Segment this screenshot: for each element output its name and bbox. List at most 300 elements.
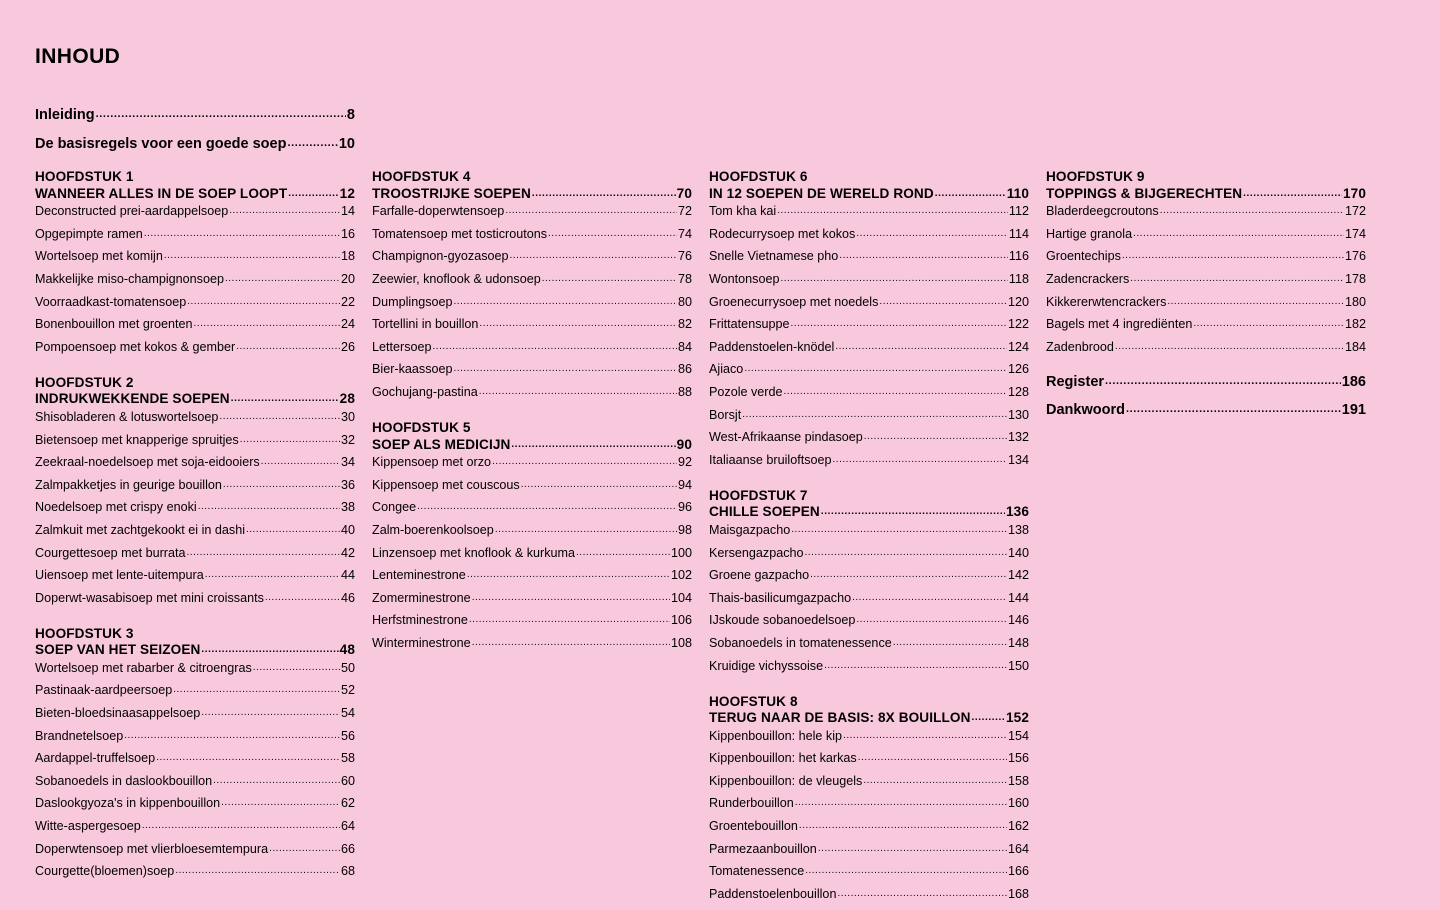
toc-entry[interactable] (372, 501, 692, 514)
toc-entry-label: Tortellini in bouillon (372, 317, 479, 332)
toc-entry[interactable] (709, 775, 1029, 788)
toc-entry[interactable] (372, 386, 692, 399)
toc-entry-page-number: 158 (1007, 773, 1029, 788)
toc-entry-label: Thais-basilicumgazpacho (709, 590, 852, 605)
toc-entry[interactable] (35, 820, 355, 833)
dot-leader (505, 203, 677, 216)
chapter-title-page-number: 28 (339, 391, 355, 407)
toc-entry-page-number: 72 (677, 204, 692, 219)
toc-entry[interactable] (709, 228, 1029, 241)
toc-column-1 (35, 169, 355, 888)
chapter-title-label: TOPPINGS & BIJGERECHTEN (1046, 185, 1243, 201)
toc-entry[interactable] (35, 318, 355, 331)
toc-entry-page-number: 124 (1007, 339, 1029, 354)
dot-leader (164, 248, 340, 261)
toc-entry[interactable] (372, 524, 692, 537)
toc-entry-label: Paddenstoelenbouillon (709, 886, 837, 901)
dot-leader (1126, 401, 1341, 416)
chapter-title-page-number: 70 (676, 185, 692, 201)
dot-leader (843, 728, 1007, 741)
toc-entry-page-number: 98 (677, 522, 692, 537)
dot-leader (221, 795, 340, 808)
toc-entry-label: Parmezaanbouillon (709, 841, 817, 856)
toc-entry-label: Tomatenessence (709, 864, 805, 879)
toc-entry-page-number: 146 (1007, 613, 1029, 628)
toc-entry-label: Maisgazpacho (709, 522, 791, 537)
dot-leader (201, 705, 340, 718)
toc-entry-page-number: 86 (677, 362, 692, 377)
toc-entry-label: Kikkererwtencrackers (1046, 294, 1167, 309)
toc-entry-label: Daslookgyoza's in kippenbouillon (35, 796, 221, 811)
toc-entry-page-number: 96 (677, 500, 692, 515)
toc-entry[interactable] (709, 865, 1029, 878)
toc-entry[interactable] (35, 273, 355, 286)
dot-leader (893, 635, 1007, 648)
dot-leader (229, 203, 340, 216)
dot-leader (548, 226, 677, 239)
toc-entry[interactable] (709, 569, 1029, 582)
dot-leader (1130, 271, 1344, 284)
toc-entry-label: Ajiaco (709, 362, 744, 377)
toc-entry[interactable] (372, 569, 692, 582)
toc-entry-page-number: 54 (340, 706, 355, 721)
toc-entry-label: Wortelsoep met komijn (35, 249, 163, 264)
back-matter-entry-page-number: 191 (1341, 402, 1366, 419)
dot-leader (287, 135, 337, 150)
toc-entry-page-number: 160 (1007, 796, 1029, 811)
toc-entry-label: Groene gazpacho (709, 568, 810, 583)
toc-entry[interactable] (35, 797, 355, 810)
toc-entry[interactable] (35, 296, 355, 309)
toc-entry-label: Doperwtensoep met vlierbloesemtempura (35, 841, 269, 856)
toc-entry-label: Rodecurrysoep met kokos (709, 226, 856, 241)
front-matter-entry[interactable] (35, 108, 355, 123)
toc-entry[interactable] (709, 363, 1029, 376)
toc-entry-page-number: 76 (677, 249, 692, 264)
chapter-title-label: SOEP VAN HET SEIZOEN (35, 642, 201, 658)
dot-leader (213, 773, 340, 786)
dot-leader (240, 432, 340, 445)
dot-leader (824, 658, 1007, 671)
dot-leader (835, 339, 1007, 352)
toc-entry-page-number: 20 (340, 272, 355, 287)
toc-entry[interactable] (372, 614, 692, 627)
toc-entry-page-number: 140 (1007, 545, 1029, 560)
chapter-title-page-number: 152 (1006, 710, 1029, 726)
toc-columns (35, 169, 1409, 910)
toc-entry[interactable] (1046, 228, 1366, 241)
toc-entry-page-number: 36 (340, 477, 355, 492)
chapter-block (1046, 169, 1366, 354)
toc-entry[interactable] (35, 250, 355, 263)
toc-entry-page-number: 128 (1007, 385, 1029, 399)
toc-entry-page-number: 176 (1344, 249, 1366, 264)
toc-entry-label: Uiensoep met lente-uitempura (35, 568, 204, 583)
dot-leader (472, 590, 670, 603)
toc-entry[interactable] (372, 296, 692, 309)
toc-entry-page-number: 14 (340, 204, 355, 219)
toc-entry[interactable] (709, 820, 1029, 833)
toc-entry[interactable] (372, 205, 692, 218)
toc-entry[interactable] (35, 228, 355, 241)
toc-entry-label: Lettersoep (372, 339, 432, 354)
dot-leader (784, 384, 1007, 397)
dot-leader (246, 522, 340, 535)
toc-entry-label: Groentechips (1046, 249, 1121, 264)
chapter-kicker: HOOFDSTUK 1 (35, 169, 134, 185)
dot-leader (864, 429, 1007, 442)
dot-leader (454, 361, 677, 374)
chapter-block (709, 488, 1029, 673)
toc-entry[interactable] (35, 569, 355, 582)
toc-entry-page-number: 60 (340, 773, 355, 788)
toc-entry[interactable] (709, 431, 1029, 444)
toc-entry-label: Winterminestrone (372, 635, 471, 650)
toc-entry[interactable] (1046, 296, 1366, 309)
toc-entry[interactable] (35, 479, 355, 492)
toc-entry-label: Kruidige vichyssoise (709, 658, 824, 673)
toc-entry[interactable] (709, 341, 1029, 354)
toc-entry-page-number: 66 (340, 841, 355, 856)
dot-leader (467, 567, 670, 580)
dot-leader (173, 682, 340, 695)
toc-entry-page-number: 26 (340, 339, 355, 354)
toc-entry[interactable] (709, 614, 1029, 627)
chapter-title-label: CHILLE SOEPEN (709, 504, 820, 520)
toc-entry-page-number: 64 (340, 819, 355, 834)
dot-leader (521, 477, 677, 490)
toc-entry[interactable] (709, 797, 1029, 810)
toc-entry[interactable] (372, 363, 692, 376)
chapter-title-label: SOEP ALS MEDICIJN (372, 436, 511, 452)
dot-leader (454, 294, 677, 307)
toc-entry[interactable] (372, 479, 692, 492)
dot-leader (780, 271, 1007, 284)
toc-entry[interactable] (35, 730, 355, 743)
back-matter-entry[interactable] (1046, 403, 1366, 418)
chapter-title[interactable] (709, 186, 1029, 203)
chapter-title[interactable] (35, 642, 355, 659)
dot-leader (269, 841, 340, 854)
toc-entry-page-number: 144 (1007, 590, 1029, 605)
toc-entry-page-number: 100 (670, 545, 692, 560)
toc-entry-page-number: 162 (1007, 819, 1029, 834)
toc-entry-label: Zalm-boerenkoolsoep (372, 522, 494, 537)
dot-leader (972, 708, 1006, 725)
toc-entry-page-number: 16 (340, 226, 355, 241)
toc-entry-page-number: 84 (677, 339, 692, 354)
dot-leader (1193, 316, 1344, 329)
toc-entry-page-number: 40 (340, 522, 355, 537)
toc-entry[interactable] (372, 273, 692, 286)
toc-entry-page-number: 106 (670, 613, 692, 628)
chapter-title[interactable] (35, 391, 355, 408)
dot-leader (863, 773, 1007, 786)
toc-entry[interactable] (709, 888, 1029, 901)
dot-leader (510, 248, 677, 261)
toc-entry[interactable] (35, 501, 355, 514)
toc-entry[interactable] (709, 547, 1029, 560)
toc-entry[interactable] (372, 228, 692, 241)
dot-leader (201, 640, 338, 657)
chapter-title[interactable] (709, 504, 1029, 521)
toc-column-2 (372, 169, 692, 659)
dot-leader (858, 750, 1007, 763)
toc-entry[interactable] (709, 592, 1029, 605)
dot-leader (495, 522, 677, 535)
toc-entry-page-number: 102 (670, 568, 692, 583)
toc-entry-page-number: 82 (677, 317, 692, 332)
dot-leader (124, 728, 340, 741)
toc-entry[interactable] (1046, 341, 1366, 354)
back-matter-entry[interactable] (1046, 375, 1366, 390)
toc-entry-page-number: 58 (340, 751, 355, 766)
toc-entry-page-number: 120 (1007, 294, 1029, 309)
toc-entry-page-number: 38 (340, 500, 355, 515)
toc-column-3 (709, 169, 1029, 910)
dot-leader (805, 863, 1007, 876)
front-matter-entry-label: Inleiding (35, 107, 95, 124)
chapter-kicker: HOOFDSTUK 4 (372, 169, 471, 185)
toc-entry[interactable] (709, 637, 1029, 650)
dot-leader (1133, 226, 1344, 239)
toc-entry-label: Doperwt-wasabisoep met mini croissants (35, 590, 264, 605)
dot-leader (532, 184, 676, 201)
toc-entry[interactable] (709, 524, 1029, 537)
toc-entry-label: Farfalle-doperwtensoep (372, 204, 505, 219)
dot-leader (231, 389, 339, 406)
dot-leader (1243, 184, 1342, 201)
toc-entry-label: Opgepimpte ramen (35, 226, 143, 241)
dot-leader (479, 316, 677, 329)
toc-entry-label: Zadenbrood (1046, 339, 1114, 354)
toc-entry-page-number: 88 (677, 385, 692, 399)
chapter-kicker: HOOFDSTUK 3 (35, 625, 134, 641)
toc-entry-page-number: 18 (340, 249, 355, 264)
toc-entry[interactable] (35, 341, 355, 354)
dot-leader (1160, 203, 1344, 216)
toc-entry[interactable] (709, 296, 1029, 309)
toc-entry[interactable] (709, 454, 1029, 467)
dot-leader (472, 635, 670, 648)
toc-entry-page-number: 52 (340, 683, 355, 698)
toc-entry-page-number: 134 (1007, 452, 1029, 467)
toc-entry[interactable] (35, 411, 355, 424)
toc-entry-label: Linzensoep met knoflook & kurkuma (372, 545, 576, 560)
toc-entry[interactable] (35, 592, 355, 605)
chapter-block (372, 420, 692, 650)
toc-entry-label: Paddenstoelen-knödel (709, 339, 835, 354)
chapter-title[interactable] (372, 186, 692, 203)
toc-entry-label: Aardappel-truffelsoep (35, 751, 156, 766)
dot-leader (96, 106, 346, 121)
dot-leader (542, 271, 677, 284)
toc-entry[interactable] (709, 730, 1029, 743)
toc-entry[interactable] (709, 273, 1029, 286)
chapter-title-page-number: 48 (339, 642, 355, 658)
front-matter-list (35, 108, 355, 151)
front-matter-entry-label: De basisregels voor een goede soep (35, 135, 287, 152)
toc-entry-page-number: 172 (1344, 204, 1366, 219)
toc-entry-label: Bonenbouillon met groenten (35, 317, 193, 332)
toc-entry[interactable] (35, 843, 355, 856)
toc-entry-label: Courgette(bloemen)soep (35, 864, 175, 879)
toc-entry-page-number: 46 (340, 590, 355, 605)
toc-entry[interactable] (35, 434, 355, 447)
toc-entry-page-number: 138 (1007, 522, 1029, 537)
toc-entry-label: Sobanoedels in daslookbouillon (35, 773, 213, 788)
back-matter-list (1046, 375, 1366, 418)
toc-entry[interactable] (372, 341, 692, 354)
toc-entry-page-number: 74 (677, 226, 692, 241)
toc-entry-page-number: 92 (677, 455, 692, 470)
toc-entry[interactable] (35, 707, 355, 720)
toc-entry[interactable] (35, 456, 355, 469)
toc-entry-label: Tomatensoep met tosticroutons (372, 226, 548, 241)
dot-leader (791, 522, 1007, 535)
dot-leader (744, 361, 1007, 374)
dot-leader (777, 203, 1008, 216)
chapter-title[interactable] (35, 186, 355, 203)
toc-entry[interactable] (35, 865, 355, 878)
toc-entry-page-number: 118 (1008, 272, 1029, 287)
toc-entry-label: Tom kha kai (709, 204, 777, 219)
chapter-title-page-number: 136 (1006, 504, 1029, 520)
toc-entry[interactable] (372, 637, 692, 650)
toc-entry[interactable] (709, 250, 1029, 263)
toc-entry[interactable] (709, 843, 1029, 856)
toc-entry-page-number: 116 (1008, 249, 1029, 264)
toc-entry-label: Pastinaak-aardpeersoep (35, 683, 173, 698)
chapter-title-label: IN 12 SOEPEN DE WERELD ROND (709, 185, 934, 201)
toc-entry-label: Bagels met 4 ingrediënten (1046, 317, 1193, 332)
dot-leader (142, 818, 340, 831)
toc-entry-page-number: 104 (670, 590, 692, 605)
chapter-title[interactable] (1046, 186, 1366, 203)
toc-entry-label: Pompoensoep met kokos & gember (35, 339, 236, 354)
toc-entry-page-number: 30 (340, 409, 355, 424)
chapter-block (709, 169, 1029, 467)
toc-entry-label: Italiaanse bruiloftsoep (709, 452, 832, 467)
chapter-kicker: HOOFDSTUK 9 (1046, 169, 1145, 185)
chapter-title-page-number: 90 (676, 436, 692, 452)
toc-entry-page-number: 154 (1007, 728, 1029, 743)
toc-entry-label: Zomerminestrone (372, 590, 471, 605)
toc-entry-label: Courgettesoep met burrata (35, 545, 186, 560)
dot-leader (852, 590, 1007, 603)
toc-entry[interactable] (35, 752, 355, 765)
toc-entry-page-number: 178 (1344, 272, 1366, 287)
dot-leader (1167, 294, 1344, 307)
toc-entry-label: Kippenbouillon: de vleugels (709, 773, 863, 788)
toc-entry[interactable] (372, 592, 692, 605)
toc-entry[interactable] (372, 547, 692, 560)
chapter-title-label: TERUG NAAR DE BASIS: 8X BOUILLON (709, 710, 971, 726)
toc-entry[interactable] (709, 205, 1029, 218)
toc-entry[interactable] (709, 752, 1029, 765)
chapter-block (35, 626, 355, 879)
toc-entry[interactable] (372, 250, 692, 263)
toc-entry-label: Kippenbouillon: het karkas (709, 751, 857, 766)
toc-entry-label: Zadencrackers (1046, 272, 1130, 287)
toc-entry-label: Kippensoep met orzo (372, 455, 492, 470)
dot-leader (469, 612, 670, 625)
toc-entry-label: Zeekraal-noedelsoep met soja-eidooiers (35, 455, 260, 470)
toc-entry-page-number: 142 (1007, 568, 1029, 583)
dot-leader (1115, 339, 1344, 352)
toc-entry-label: Zalmpakketjes in geurige bouillon (35, 477, 222, 492)
toc-entry[interactable] (709, 386, 1029, 399)
toc-entry[interactable] (35, 684, 355, 697)
toc-entry-label: Lenteminestrone (372, 568, 466, 583)
toc-entry[interactable] (1046, 318, 1366, 331)
toc-entry[interactable] (372, 456, 692, 469)
dot-leader (479, 384, 677, 397)
dot-leader (511, 435, 675, 452)
dot-leader (433, 339, 677, 352)
dot-leader (492, 454, 677, 467)
chapter-title[interactable] (372, 437, 692, 454)
toc-entry-page-number: 180 (1344, 294, 1366, 309)
dot-leader (1105, 373, 1341, 388)
dot-leader (879, 294, 1007, 307)
toc-entry-label: Champignon-gyozasoep (372, 249, 509, 264)
toc-entry-label: Runderbouillon (709, 796, 794, 811)
toc-entry-label: IJskoude sobanoedelsoep (709, 613, 856, 628)
dot-leader (261, 454, 340, 467)
toc-entry-label: Bieten-bloedsinaasappelsoep (35, 706, 201, 721)
toc-entry[interactable] (35, 775, 355, 788)
toc-entry[interactable] (709, 660, 1029, 673)
toc-entry-label: Bietensoep met knapperige spruitjes (35, 432, 239, 447)
dot-leader (935, 184, 1006, 201)
dot-leader (219, 409, 340, 422)
dot-leader (198, 499, 340, 512)
toc-entry-label: Zalmkuit met zachtgekookt ei in dashi (35, 522, 245, 537)
toc-entry[interactable] (35, 524, 355, 537)
toc-entry[interactable] (1046, 250, 1366, 263)
toc-entry-page-number: 174 (1344, 226, 1366, 241)
toc-entry[interactable] (35, 205, 355, 218)
toc-entry[interactable] (709, 318, 1029, 331)
chapter-kicker: HOOFDSTUK 5 (372, 420, 471, 435)
toc-entry[interactable] (709, 409, 1029, 422)
dot-leader (144, 226, 340, 239)
dot-leader (837, 886, 1007, 899)
dot-leader (225, 271, 340, 284)
toc-entry-page-number: 168 (1007, 886, 1029, 901)
front-matter-entry[interactable] (35, 137, 355, 152)
toc-entry-page-number: 34 (340, 455, 355, 470)
chapter-block (35, 375, 355, 605)
toc-entry-page-number: 42 (340, 545, 355, 560)
toc-entry-label: Hartige granola (1046, 226, 1133, 241)
dot-leader (187, 294, 340, 307)
toc-entry[interactable] (1046, 273, 1366, 286)
toc-entry-page-number: 108 (670, 635, 692, 650)
toc-entry[interactable] (1046, 205, 1366, 218)
toc-entry[interactable] (35, 547, 355, 560)
toc-entry-label: Sobanoedels in tomatenessence (709, 635, 892, 650)
toc-entry-label: Dumplingsoep (372, 294, 453, 309)
toc-entry[interactable] (35, 662, 355, 675)
chapter-title[interactable] (709, 710, 1029, 727)
toc-entry-page-number: 126 (1007, 362, 1029, 377)
dot-leader (805, 545, 1007, 558)
toc-entry-label: Brandnetelsoep (35, 728, 124, 743)
toc-entry[interactable] (372, 318, 692, 331)
dot-leader (818, 841, 1007, 854)
